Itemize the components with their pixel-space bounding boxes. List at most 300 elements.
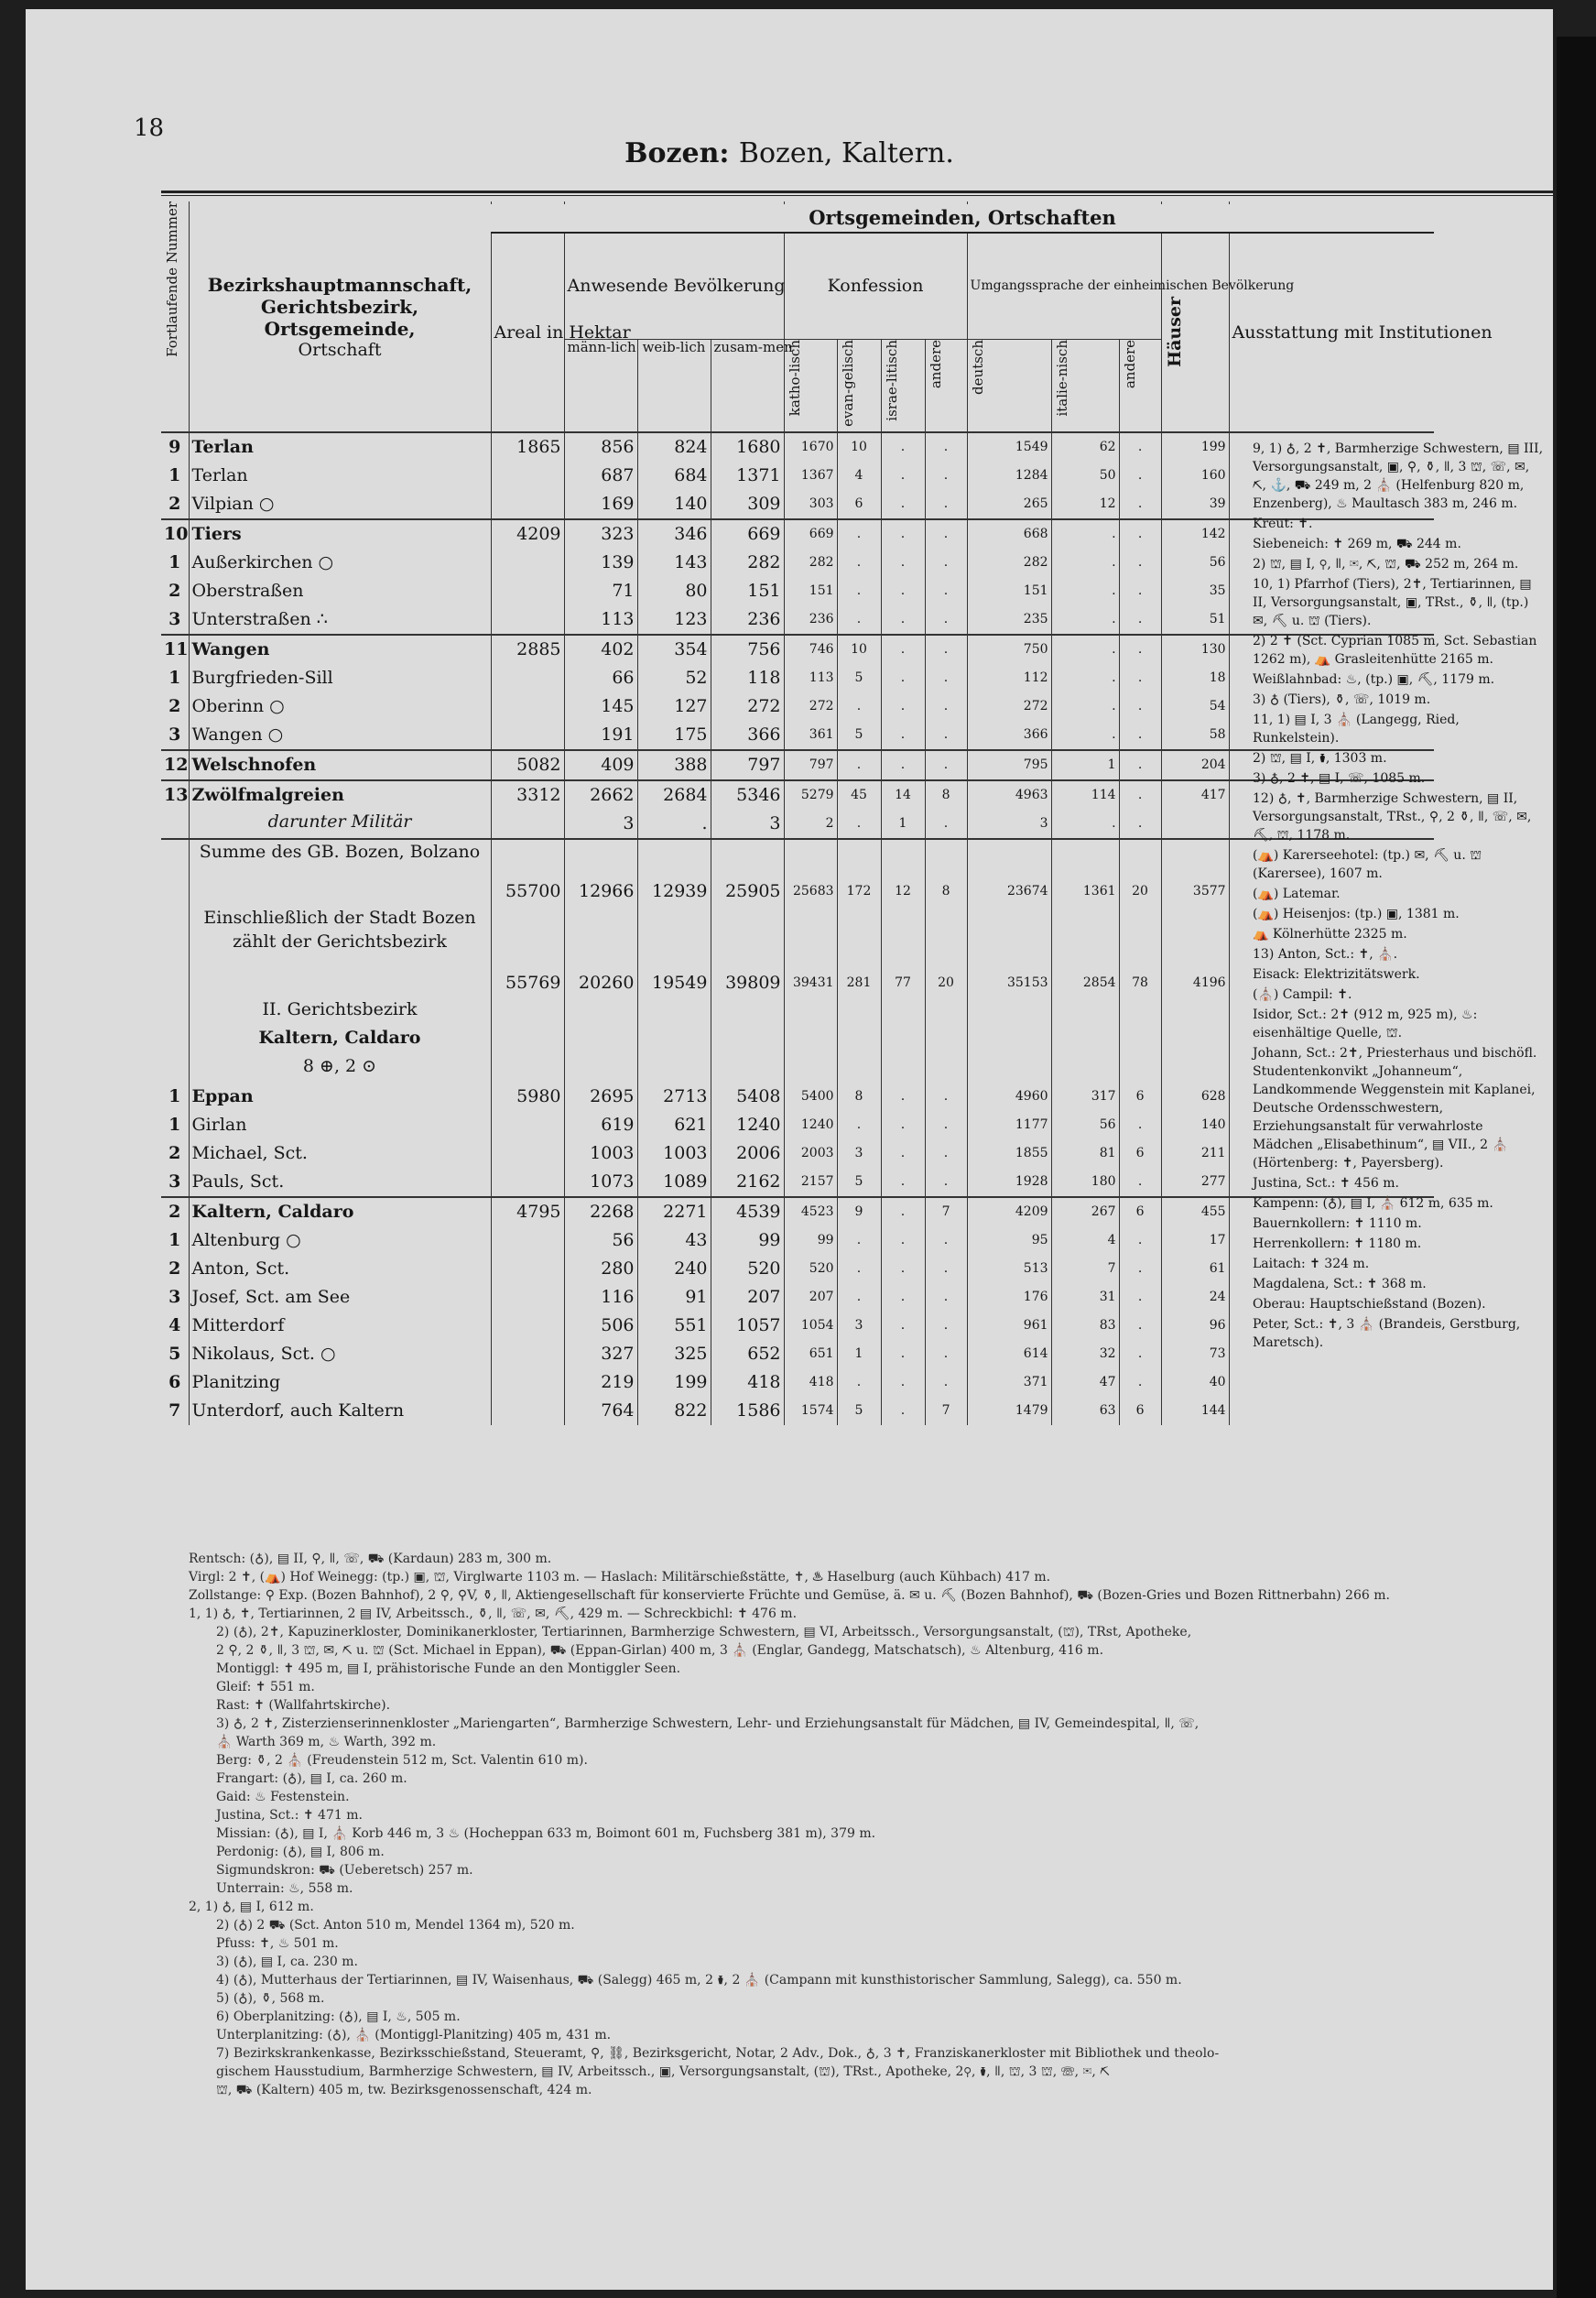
cell-it: . — [1051, 721, 1119, 750]
footnote-line: Montiggl: ✝ 495 m, ▤ I, prähistorische Funde an den Montiggler Seen. — [216, 1661, 681, 1676]
cell-h: 140 — [1161, 1111, 1229, 1139]
cell-k: 669 — [784, 519, 837, 549]
cell-z: 366 — [711, 721, 784, 750]
cell-d: 265 — [967, 490, 1051, 519]
row-number — [161, 1054, 189, 1083]
cell-e: 8 — [837, 1083, 881, 1111]
cell-areal — [491, 1139, 564, 1168]
cell-k: 746 — [784, 635, 837, 664]
row-number: 10 — [161, 519, 189, 549]
cell-w: 824 — [637, 432, 711, 462]
cell-h: 56 — [1161, 549, 1229, 577]
table-row — [161, 1054, 1434, 1083]
cell-h: 211 — [1161, 1139, 1229, 1168]
side-note: Magdalena, Sct.: ✝ 368 m. — [1253, 1277, 1427, 1291]
cell-z: 3 — [711, 810, 784, 839]
cell-e: . — [837, 577, 881, 605]
cell-m: 619 — [564, 1111, 637, 1139]
side-note: 3) ♁ (Tiers), ⚱, ☏, 1019 m. — [1253, 692, 1431, 707]
cell-z: 669 — [711, 519, 784, 549]
col-konfession: Konfession — [784, 201, 967, 340]
col-weiblich: weib-lich — [637, 340, 711, 433]
cell-d — [967, 997, 1051, 1026]
cell-w: 199 — [637, 1368, 711, 1397]
cell-h: 277 — [1161, 1168, 1229, 1197]
footnote-line: Pfuss: ✝, ♨ 501 m. — [216, 1936, 339, 1951]
cell-d — [967, 1026, 1051, 1054]
place-name: Burgfrieden-Sill — [189, 664, 491, 692]
cell-o: . — [1119, 1340, 1161, 1368]
cell-d: 795 — [967, 750, 1051, 780]
cell-areal — [491, 1168, 564, 1197]
side-note: (⛪) Campil: ✝. — [1253, 987, 1352, 1002]
cell-it: . — [1051, 664, 1119, 692]
cell-areal — [491, 577, 564, 605]
cell-o: . — [1119, 810, 1161, 839]
cell-o: . — [1119, 1111, 1161, 1139]
place-name: Nikolaus, Sct. ○ — [189, 1340, 491, 1368]
cell-a — [925, 1054, 967, 1083]
table-row — [161, 1255, 1434, 1283]
col-bezirk: Bezirkshauptmannschaft, Gerichtsbezirk, Ortsgemeinde, Ortschaft — [189, 201, 491, 432]
cell-m — [564, 1026, 637, 1054]
cell-z: 418 — [711, 1368, 784, 1397]
cell-a: . — [925, 1283, 967, 1312]
footnote-line: 4) (♁), Mutterhaus der Tertiarinnen, ▤ IV, Waisenhaus, ⛟ (Salegg) 465 m, 2 ⚱, 2 ⛪ (Campann mit kunsthistorischer Sammlung, Salegg), ca. 550 m. — [216, 1973, 1182, 1988]
table-row — [161, 906, 1434, 997]
footnote-line: Justina, Sct.: ✝ 471 m. — [216, 1808, 363, 1823]
cell-z: 39809 — [711, 906, 784, 997]
cell-e — [837, 997, 881, 1026]
cell-m: 191 — [564, 721, 637, 750]
cell-areal: 5082 — [491, 750, 564, 780]
row-number: 13 — [161, 780, 189, 810]
cell-z: 1680 — [711, 432, 784, 462]
cell-a: 20 — [925, 906, 967, 997]
cell-i: . — [881, 1397, 925, 1425]
cell-e: 5 — [837, 1168, 881, 1197]
place-name: Summe des GB. Bozen, Bolzano — [189, 839, 491, 906]
cell-areal — [491, 1368, 564, 1397]
cell-d: 4963 — [967, 780, 1051, 810]
cell-a: . — [925, 577, 967, 605]
cell-d: 95 — [967, 1226, 1051, 1255]
cell-w: 80 — [637, 577, 711, 605]
cell-i: . — [881, 549, 925, 577]
cell-k: 39431 — [784, 906, 837, 997]
cell-a: . — [925, 462, 967, 490]
cell-i: . — [881, 1255, 925, 1283]
cell-areal — [491, 549, 564, 577]
cell-h: 18 — [1161, 664, 1229, 692]
cell-areal: 4795 — [491, 1197, 564, 1226]
cell-i — [881, 1054, 925, 1083]
cell-a — [925, 1026, 967, 1054]
cell-it: . — [1051, 577, 1119, 605]
cell-i: . — [881, 1083, 925, 1111]
cell-w: 43 — [637, 1226, 711, 1255]
cell-e: 5 — [837, 721, 881, 750]
cell-a: 8 — [925, 839, 967, 906]
cell-w: 12939 — [637, 839, 711, 906]
cell-w: 1089 — [637, 1168, 711, 1197]
cell-z: 520 — [711, 1255, 784, 1283]
col-deutsch: deutsch — [967, 340, 1051, 433]
cell-m: 2695 — [564, 1083, 637, 1111]
side-note: 10, 1) Pfarrhof (Tiers), 2✝, Tertiarinnen, ▤ II, Versorgungsanstalt, ▣, TRst., ⚱, ǁ, (tp.) ✉, ⛏ u. ⛫ (Tiers). — [1253, 577, 1532, 628]
cell-e: 1 — [837, 1340, 881, 1368]
cell-it — [1051, 1054, 1119, 1083]
cell-h: 96 — [1161, 1312, 1229, 1340]
footnote-line: Perdonig: (♁), ▤ I, 806 m. — [216, 1845, 385, 1859]
cell-d: 4960 — [967, 1083, 1051, 1111]
cell-a: . — [925, 1083, 967, 1111]
table-row — [161, 1340, 1434, 1368]
cell-h: 417 — [1161, 780, 1229, 810]
side-note: 12) ♁, ✝, Barmherzige Schwestern, ▤ II, Versorgungsanstalt, TRst., ⚲, 2 ⚱, ǁ, ☏, ✉, ⛏, ⛫, 1178 m. — [1253, 791, 1532, 843]
table-row — [161, 1026, 1434, 1054]
cell-o: . — [1119, 490, 1161, 519]
cell-o: . — [1119, 664, 1161, 692]
cell-h: 35 — [1161, 577, 1229, 605]
cell-k: 2003 — [784, 1139, 837, 1168]
cell-it: 317 — [1051, 1083, 1119, 1111]
cell-e: 9 — [837, 1197, 881, 1226]
cell-e: . — [837, 750, 881, 780]
cell-m: 56 — [564, 1226, 637, 1255]
cell-k: 1367 — [784, 462, 837, 490]
footnote-line: Frangart: (♁), ▤ I, ca. 260 m. — [216, 1771, 407, 1786]
table-row — [161, 1139, 1434, 1168]
cell-e — [837, 1026, 881, 1054]
row-number: 1 — [168, 668, 181, 688]
place-name: Mitterdorf — [189, 1312, 491, 1340]
cell-m: 687 — [564, 462, 637, 490]
cell-e: 172 — [837, 839, 881, 906]
cell-a: . — [925, 810, 967, 839]
place-name: Unterdorf, auch Kaltern — [189, 1397, 491, 1425]
place-name: Einschließlich der Stadt Bozen zählt der Gerichtsbezirk — [189, 906, 491, 997]
cell-h — [1161, 1054, 1229, 1083]
cell-z — [711, 997, 784, 1026]
cell-m: 323 — [564, 519, 637, 549]
cell-z: 1371 — [711, 462, 784, 490]
cell-e: . — [837, 1283, 881, 1312]
cell-z — [711, 1054, 784, 1083]
cell-it: 4 — [1051, 1226, 1119, 1255]
cell-a: . — [925, 519, 967, 549]
col-maennlich: männ-lich — [564, 340, 637, 433]
row-number — [161, 839, 189, 906]
cell-e: 10 — [837, 635, 881, 664]
cell-a: . — [925, 1168, 967, 1197]
footnote-line: Gaid: ♨ Festenstein. — [216, 1790, 350, 1804]
row-number: 2 — [168, 1258, 181, 1279]
cell-areal — [491, 997, 564, 1026]
col-zusammen: zusam-men — [711, 340, 784, 433]
cell-i: . — [881, 750, 925, 780]
footnote-line: Unterrain: ♨, 558 m. — [216, 1881, 353, 1896]
cell-h: 160 — [1161, 462, 1229, 490]
footnote-line: Missian: (♁), ▤ I, ⛪ Korb 446 m, 3 ♨ (Hocheppan 633 m, Boimont 601 m, Fuchsberg 381 m), 379 m. — [216, 1826, 876, 1841]
place-name: Altenburg ○ — [189, 1226, 491, 1255]
col-katholisch: katho-lisch — [784, 340, 837, 433]
side-note: Kampenn: (♁), ▤ I, ⛪ 612 m, 635 m. — [1253, 1196, 1493, 1211]
table-row — [161, 1283, 1434, 1312]
place-name: Kaltern, Caldaro — [189, 1026, 491, 1054]
cell-h: 4196 — [1161, 906, 1229, 997]
cell-d: 272 — [967, 692, 1051, 721]
col-umgangssprache: Umgangssprache der einheimischen Bevölkerung — [967, 201, 1161, 340]
cell-k: 418 — [784, 1368, 837, 1397]
footnotes — [189, 1550, 1525, 2099]
cell-areal: 55769 — [491, 906, 564, 997]
cell-k: 5400 — [784, 1083, 837, 1111]
row-number: 1 — [168, 1115, 181, 1135]
cell-o: 20 — [1119, 839, 1161, 906]
row-number — [161, 810, 189, 839]
cell-i: . — [881, 1111, 925, 1139]
col-evangelisch: evan-gelisch — [837, 340, 881, 433]
cell-it: 81 — [1051, 1139, 1119, 1168]
footnote-line: 2, 1) ♁, ▤ I, 612 m. — [189, 1900, 314, 1914]
cell-w — [637, 997, 711, 1026]
cell-h: 17 — [1161, 1226, 1229, 1255]
row-number: 1 — [168, 1086, 181, 1106]
top-rule-thin — [161, 195, 1553, 196]
cell-z — [711, 1026, 784, 1054]
cell-w: 684 — [637, 462, 711, 490]
cell-it: 62 — [1051, 432, 1119, 462]
cell-m: 402 — [564, 635, 637, 664]
cell-e: 10 — [837, 432, 881, 462]
cell-i — [881, 997, 925, 1026]
cell-k: 282 — [784, 549, 837, 577]
cell-d: 35153 — [967, 906, 1051, 997]
cell-h: 73 — [1161, 1340, 1229, 1368]
cell-e: . — [837, 810, 881, 839]
col-italienisch: italie-nisch — [1051, 340, 1119, 433]
cell-i: 77 — [881, 906, 925, 997]
cell-e: . — [837, 1368, 881, 1397]
cell-h: 204 — [1161, 750, 1229, 780]
place-name: Anton, Sct. — [189, 1255, 491, 1283]
table-row — [161, 997, 1434, 1026]
cell-it: . — [1051, 635, 1119, 664]
cell-m: 20260 — [564, 906, 637, 997]
table-row — [161, 490, 1434, 519]
cell-k: 2157 — [784, 1168, 837, 1197]
cell-a — [925, 997, 967, 1026]
place-name: Kaltern, Caldaro — [189, 1197, 491, 1226]
row-number: 11 — [161, 635, 189, 664]
cell-k: 151 — [784, 577, 837, 605]
row-number: 2 — [161, 1197, 189, 1226]
cell-areal — [491, 721, 564, 750]
cell-e: 6 — [837, 490, 881, 519]
cell-w: 346 — [637, 519, 711, 549]
cell-w: 175 — [637, 721, 711, 750]
cell-a: . — [925, 664, 967, 692]
side-note: 3) ♁, 2 ✝, ▤ I, ☏, 1085 m. — [1253, 771, 1426, 786]
cell-a: . — [925, 721, 967, 750]
cell-a: . — [925, 1312, 967, 1340]
side-note: 2) 2 ✝ (Sct. Cyprian 1085 m, Sct. Sebastian 1262 m), ⛺ Grasleitenhütte 2165 m. — [1253, 634, 1537, 667]
cell-i: . — [881, 577, 925, 605]
cell-areal — [491, 1397, 564, 1425]
cell-w: 240 — [637, 1255, 711, 1283]
row-number: 2 — [168, 581, 181, 601]
side-note: Weißlahnbad: ♨, (tp.) ▣, ⛏, 1179 m. — [1253, 672, 1495, 687]
place-name: Wangen ○ — [189, 721, 491, 750]
cell-k: 651 — [784, 1340, 837, 1368]
row-number: 3 — [168, 1287, 181, 1307]
cell-i: . — [881, 432, 925, 462]
cell-areal — [491, 664, 564, 692]
cell-w: 621 — [637, 1111, 711, 1139]
row-number: 12 — [161, 750, 189, 780]
cell-it: . — [1051, 810, 1119, 839]
table-row — [161, 605, 1434, 635]
row-number: 2 — [168, 696, 181, 716]
col-bevoelkerung: Anwesende Bevölkerung — [564, 201, 784, 340]
row-number — [161, 906, 189, 997]
side-note: ⛺ Kölnerhütte 2325 m. — [1253, 927, 1407, 942]
cell-m: 2662 — [564, 780, 637, 810]
cell-it: 1361 — [1051, 839, 1119, 906]
cell-k — [784, 1054, 837, 1083]
footnote-line: Rast: ✝ (Wallfahrtskirche). — [216, 1698, 391, 1713]
cell-h: 39 — [1161, 490, 1229, 519]
cell-d: 961 — [967, 1312, 1051, 1340]
cell-i — [881, 1026, 925, 1054]
row-number: 3 — [168, 609, 181, 629]
cell-m: 280 — [564, 1255, 637, 1283]
cell-k: 797 — [784, 750, 837, 780]
footnote-line: 2 ⚲, 2 ⚱, ǁ, 3 ⛫, ✉, ⛏ u. ⛫ (Sct. Michael in Eppan), ⛟ (Eppan-Girlan) 400 m, 3 ⛪ (Englar, Gandegg, Matschatsch), ♨ Altenburg, 416 m. — [216, 1643, 1104, 1658]
cell-a: . — [925, 490, 967, 519]
cell-e: . — [837, 1111, 881, 1139]
footnote-line: ⛫, ⛟ (Kaltern) 405 m, tw. Bezirksgenossenschaft, 424 m. — [216, 2083, 592, 2097]
cell-a: . — [925, 432, 967, 462]
cell-w: 127 — [637, 692, 711, 721]
cell-e: 45 — [837, 780, 881, 810]
cell-w: . — [637, 810, 711, 839]
cell-e: . — [837, 605, 881, 635]
cell-h: 61 — [1161, 1255, 1229, 1283]
cell-o: . — [1119, 1226, 1161, 1255]
cell-i: 14 — [881, 780, 925, 810]
cell-h — [1161, 997, 1229, 1026]
cell-z: 5408 — [711, 1083, 784, 1111]
cell-k: 4523 — [784, 1197, 837, 1226]
cell-i: . — [881, 1340, 925, 1368]
cell-areal — [491, 1226, 564, 1255]
cell-o: 6 — [1119, 1139, 1161, 1168]
place-name: Oberstraßen — [189, 577, 491, 605]
row-number: 7 — [168, 1400, 181, 1421]
footnote-line: 6) Oberplanitzing: (♁), ▤ I, ♨, 505 m. — [216, 2009, 461, 2024]
cell-w — [637, 1054, 711, 1083]
cell-areal — [491, 810, 564, 839]
cell-it: 63 — [1051, 1397, 1119, 1425]
row-number: 3 — [168, 1171, 181, 1192]
cell-o — [1119, 1026, 1161, 1054]
side-note: (⛺) Latemar. — [1253, 887, 1341, 901]
cell-it: 267 — [1051, 1197, 1119, 1226]
table-row — [161, 750, 1434, 780]
cell-it: 56 — [1051, 1111, 1119, 1139]
cell-d: 235 — [967, 605, 1051, 635]
cell-o: . — [1119, 635, 1161, 664]
cell-h: 40 — [1161, 1368, 1229, 1397]
footnote-line: gischem Hausstudium, Barmherzige Schwestern, ▤ IV, Arbeitssch., ▣, Versorgungsanstalt, (⛫), TRst., Apotheke, 2⚲, ⚱, ǁ, ⛫, 3 ⛫, ☏, ✉, ⛏ — [216, 2064, 1110, 2079]
cell-areal: 5980 — [491, 1083, 564, 1111]
cell-d: 1549 — [967, 432, 1051, 462]
cell-areal — [491, 1054, 564, 1083]
cell-m: 1073 — [564, 1168, 637, 1197]
cell-z: 99 — [711, 1226, 784, 1255]
cell-m: 169 — [564, 490, 637, 519]
cell-areal — [491, 605, 564, 635]
footnote-line: 7) Bezirkskrankenkasse, Bezirksschießstand, Steueramt, ⚲, ⛓, Bezirksgericht, Notar, 2 Adv., Dok., ♁, 3 ✝, Franziskanerkloster mit Bibliothek und theolo- — [216, 2046, 1220, 2061]
side-note: Eisack: Elektrizitätswerk. — [1253, 967, 1420, 982]
cell-z: 1240 — [711, 1111, 784, 1139]
cell-o: . — [1119, 1312, 1161, 1340]
place-name: Tiers — [189, 519, 491, 549]
cell-w: 388 — [637, 750, 711, 780]
cell-o: . — [1119, 549, 1161, 577]
side-note: Siebeneich: ✝ 269 m, ⛟ 244 m. — [1253, 537, 1461, 551]
cell-it: 32 — [1051, 1340, 1119, 1368]
cell-m: 2268 — [564, 1197, 637, 1226]
side-note: 2) ⛫, ▤ I, ⚲, ǁ, ✉, ⛏, ⛫, ⛟ 252 m, 264 m. — [1253, 557, 1519, 572]
cell-o: . — [1119, 1368, 1161, 1397]
cell-areal — [491, 462, 564, 490]
cell-areal — [491, 1283, 564, 1312]
cell-e: 5 — [837, 1397, 881, 1425]
table-row — [161, 519, 1434, 549]
cell-o — [1119, 1054, 1161, 1083]
side-note: (⛺) Karerseehotel: (tp.) ✉, ⛏ u. ⛫ (Karersee), 1607 m. — [1253, 848, 1482, 881]
population-table — [161, 201, 1493, 1425]
cell-it: 114 — [1051, 780, 1119, 810]
cell-e: . — [837, 692, 881, 721]
cell-e — [837, 1054, 881, 1083]
cell-z: 272 — [711, 692, 784, 721]
cell-d: 513 — [967, 1255, 1051, 1283]
place-name: 8 ⊕, 2 ⊙ — [189, 1054, 491, 1083]
table-row — [161, 432, 1434, 462]
row-number: 3 — [168, 724, 181, 745]
cell-o: . — [1119, 605, 1161, 635]
cell-a: 7 — [925, 1197, 967, 1226]
cell-it: 7 — [1051, 1255, 1119, 1283]
cell-areal — [491, 1340, 564, 1368]
cell-k: 5279 — [784, 780, 837, 810]
cell-i: . — [881, 1283, 925, 1312]
row-number: 4 — [168, 1315, 181, 1335]
cell-it: 2854 — [1051, 906, 1119, 997]
footnote-line: 3) (♁), ▤ I, ca. 230 m. — [216, 1955, 358, 1969]
footnote-line: Zollstange: ⚲ Exp. (Bozen Bahnhof), 2 ⚲, ⚲V, ⚱, ǁ, Aktiengesellschaft für konservierte Früchte und Gemüse, ä. ✉ u. ⛏ (Bozen Bahnhof), ⛟ (Bozen-Gries und Bozen Rittnerbahn) 266 m. — [189, 1588, 1390, 1603]
cell-areal — [491, 1026, 564, 1054]
col-andere-sprache: andere — [1119, 340, 1161, 433]
cell-i: . — [881, 490, 925, 519]
cell-i: . — [881, 635, 925, 664]
cell-w: 140 — [637, 490, 711, 519]
cell-it: . — [1051, 692, 1119, 721]
